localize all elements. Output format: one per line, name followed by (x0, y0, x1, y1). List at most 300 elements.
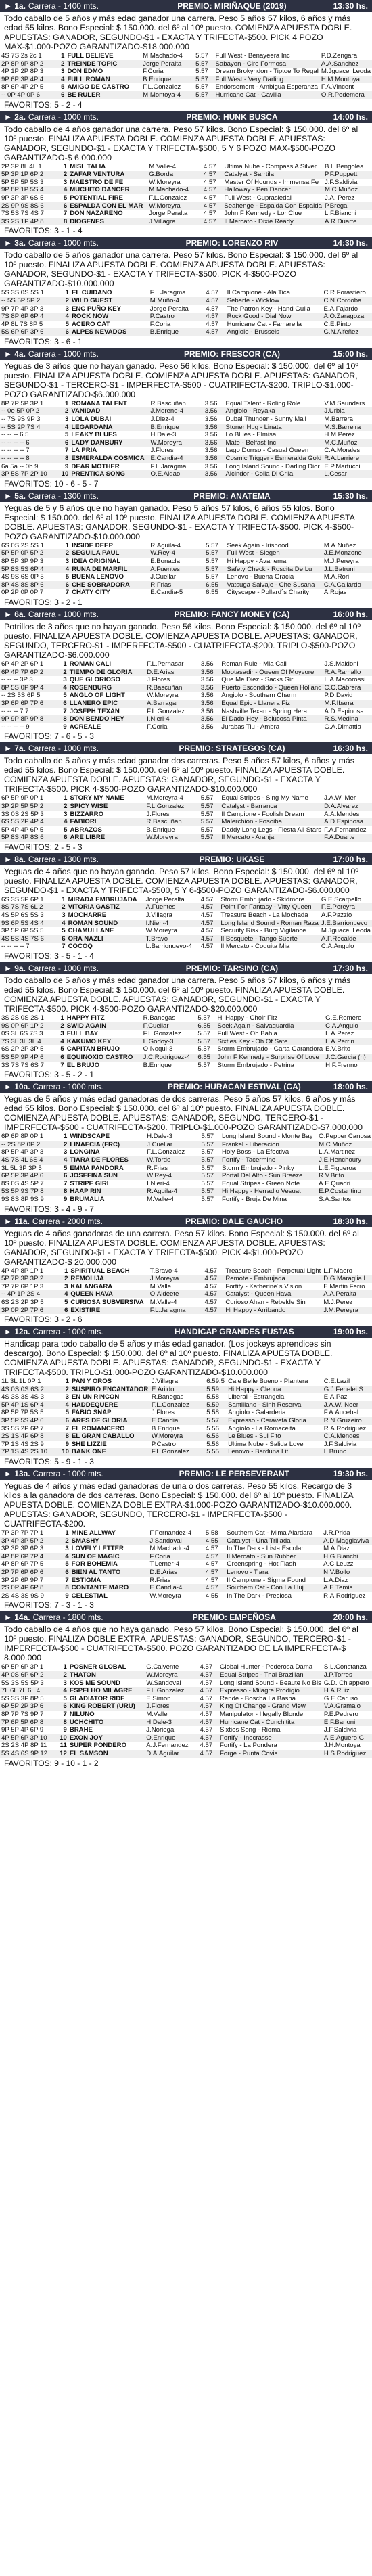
horse-name: SUPER PONDERO (69, 1742, 127, 1750)
jockey-name: O.Enrique (146, 1734, 176, 1742)
horse-name: ABRAZOS (70, 826, 102, 834)
weight: 4.57 (200, 1726, 213, 1734)
race-premio: PREMIO: FANCY MONEY (CA) (174, 609, 290, 619)
race-conditions: Todo caballo de 5 años y más edad ganador una carrera. Peso 5 años 57 kilos, 6 años y más edad 55 kilos. Bono Especial: $ 150.000. del 6º al 10º puesto. COMIENZA APUESTA DOBLE. APUESTAS: GANADOR, SEGUNDO-$1 - EXACTA Y TRIFECTA-$500. PICK 4 POZO MAX-$1.000-POZO GARANTIZADO-$18.000.000 (4, 14, 352, 51)
trainer-name: B.L.Bengolea (324, 162, 364, 171)
saddle-number: 8 (64, 455, 69, 463)
weight: 4.57 (203, 217, 216, 225)
weight: 3.56 (204, 399, 218, 407)
horse-name: CURIOSA SUBVERSIVA (70, 1298, 144, 1306)
favorites: FAVORITOS: 5 - 2 - 4 (4, 99, 83, 110)
trainer-name: A.E.Quadri (319, 1179, 351, 1188)
table-row (0, 91, 372, 99)
past-results: 2S 0P 4P 6P 8 (1, 1584, 44, 1592)
past-results: 4S 7S 4L 6S 4 (1, 1156, 43, 1164)
pedigree: Malerchion - Fosoiba (221, 818, 282, 826)
saddle-number: 7 (63, 1710, 67, 1718)
race-distance: Carrera - 1400 mts. (28, 1, 99, 11)
past-results: 6P 5P 6P 3P 1 (1, 1663, 44, 1671)
pedigree: Cityscape - Pollard´s Charity (227, 589, 310, 597)
jockey-name: F.L.Gonzalez (146, 1687, 185, 1695)
pedigree: Vatsuga Salvaje - Che Susana (227, 581, 315, 589)
past-results: 9S 8S 8P 9S 9 (1, 1195, 44, 1203)
jockey-name: F.Coria (149, 1552, 170, 1560)
saddle-number: 6 (64, 1306, 68, 1314)
race-distance: Carrera - 1300 mts. (28, 854, 99, 864)
table-row (0, 1441, 372, 1449)
pedigree: Nashville Texan - Spring Hera (221, 707, 308, 715)
horse-name: DIOGENES (70, 217, 104, 225)
pedigree: Il Mercato - Aranja (221, 834, 275, 842)
race-distance: Carrera - 1000 mts. (32, 1082, 103, 1092)
saddle-number: 6 (65, 328, 69, 336)
pedigree: Que Me Diez - Sacks Girl (221, 676, 295, 684)
horse-name: LA PRIA (71, 447, 97, 455)
jockey-name: J.Moreno-4 (150, 407, 184, 415)
saddle-number: 2 (65, 1537, 69, 1545)
saddle-number: 6 (63, 699, 67, 707)
table-row (0, 1030, 372, 1038)
horse-name: POSNER GLOBAL (69, 1663, 126, 1671)
saddle-number: 6 (63, 202, 68, 210)
race-11 (0, 1215, 372, 1326)
saddle-number: 1 (65, 289, 69, 297)
past-results: 8P 7P 5P 3P 1 (1, 399, 44, 407)
race-time: 20:00 hs. (333, 1612, 368, 1623)
weight: 4.57 (203, 162, 216, 171)
jockey-name: R.Frias (150, 581, 172, 589)
pedigree: Sabayon - Cire Formosa (215, 60, 287, 68)
weight: 4.57 (205, 1560, 218, 1568)
table-row (0, 1307, 372, 1315)
table-row (0, 1568, 372, 1577)
jockey-name: M.Valle-4 (149, 162, 177, 171)
jockey-name: J.Sandoval (149, 1537, 182, 1545)
saddle-number: 8 (63, 715, 67, 723)
saddle-number: 4 (60, 1037, 64, 1045)
weight: 4.57 (200, 1694, 213, 1702)
past-results: 6a 5a -- 0b 9 (1, 462, 39, 470)
past-results: -- 5S 5P 5P 2 (1, 296, 41, 304)
trainer-name: G.N.Alfeñez (323, 328, 359, 336)
past-results: 7P 3P 7P 7P 1 (1, 1529, 44, 1537)
pedigree: Security Risk - Burg Vigilance (220, 927, 306, 935)
weight: 5.57 (201, 1172, 214, 1180)
race-distance: Carrera - 1000 mts. (28, 238, 99, 248)
trainer-name: J.A. Perez (324, 194, 355, 202)
saddle-number: 1 (62, 895, 66, 903)
pedigree: Lenovo - Barduna Lit (228, 1448, 289, 1456)
table-row (0, 1283, 372, 1291)
saddle-number: 5 (64, 1164, 68, 1172)
table-row (0, 1529, 372, 1537)
saddle-number: 4 (61, 75, 65, 83)
jockey-name: F.L.Jaragma (150, 462, 187, 470)
jockey-name: F.Coria (143, 68, 164, 76)
pedigree: Angiolo - Southern Charm (221, 692, 297, 700)
pedigree: Expresso - Milagre Prodigio (220, 1687, 300, 1695)
weight: 5.58 (205, 1529, 218, 1537)
entries-table (0, 52, 372, 99)
past-results: -- -- -- 7 7 (1, 707, 29, 715)
table-row (0, 210, 372, 218)
triangle-right-icon: ► (4, 609, 15, 619)
weight: 4.57 (203, 186, 216, 194)
pedigree: Dubai Thunder - Sunny Mail (225, 415, 306, 424)
table-row (0, 1156, 372, 1165)
horse-name: MINE ALLWAY (71, 1529, 116, 1537)
trainer-name: J.L.Batruni (323, 565, 355, 573)
jockey-name: J.Noriega (146, 1726, 175, 1734)
weight: 4.57 (205, 1545, 218, 1553)
saddle-number: 1 (65, 541, 70, 549)
favorites: FAVORITOS: 3 - 2 - 1 (4, 597, 83, 607)
triangle-right-icon: ► (4, 1082, 15, 1092)
jockey-name: R.Bascuñan (150, 399, 186, 407)
saddle-number: 6 (62, 934, 66, 943)
horse-name: ARES DE GLORIA (71, 1417, 128, 1425)
table-row (0, 1165, 372, 1173)
past-results: -- 5S 2P 7S 4 (1, 423, 41, 431)
horse-name: EXON JOY (69, 1734, 103, 1742)
table-row (0, 1062, 372, 1070)
trainer-name: J.A.W. Neer (323, 1401, 358, 1409)
pedigree: Expresso - Ceraveta Gloria (228, 1417, 306, 1425)
past-results: 7P 1S 4S 2S 9 (1, 1440, 44, 1448)
saddle-number: 9 (65, 1440, 69, 1448)
jockey-name: D.E.Arias (147, 668, 175, 676)
race-number: 13a. (14, 1469, 30, 1479)
saddle-number: 7 (64, 1179, 68, 1188)
pedigree: Hi Happy - Avanema (227, 558, 287, 565)
pedigree: Il Campione - Ala Tica (227, 289, 290, 297)
entries-table (0, 1267, 372, 1315)
triangle-right-icon: ► (4, 744, 15, 754)
favorites: FAVORITOS: 3 - 6 - 1 (4, 336, 83, 346)
pedigree: Halloway - Pen Dancer (224, 186, 291, 194)
trainer-name: N.V.Bollo (323, 1568, 350, 1576)
pedigree: Fortify - Katherine´s Vision (225, 1282, 302, 1290)
past-results: 5P 4P 4P 6P 5 (1, 826, 44, 834)
saddle-number: 1 (65, 1378, 69, 1386)
entries-table (0, 1529, 372, 1600)
pedigree: John F Kennedy - Surprise Of Love (217, 1054, 319, 1061)
race-6 (0, 608, 372, 742)
entries-table (0, 1663, 372, 1757)
horse-name: TREINDE TOPIC (67, 60, 118, 68)
pedigree: Catalyst - Una Trillada (227, 1537, 291, 1545)
jockey-name: Jorge Peralta (143, 60, 182, 68)
saddle-number: 2 (63, 1671, 67, 1679)
trainer-name: M.A.Rori (323, 573, 350, 581)
saddle-number: 7 (65, 1424, 69, 1432)
jockey-name: M.Valle (149, 1282, 171, 1290)
past-results: 5S 6P 6P 3P 6 (1, 328, 44, 336)
jockey-name: D.A.Aguilar (146, 1749, 179, 1757)
table-row (0, 1663, 372, 1671)
race-number: 10a. (14, 1082, 30, 1092)
jockey-name: H.Dale-3 (150, 431, 177, 439)
entries-table (0, 542, 372, 597)
jockey-name: W.Tordo (147, 1156, 171, 1164)
pedigree: Fortify - Bruja De Mina (222, 1195, 287, 1203)
race-conditions: Todo caballo de 5 años y más edad ganador dos carreras. Peso 5 años 57 kilos, 6 años y más edad 55 kilos. Bono Especial: $ 150.000. del 6º al 10º puesto. FINALIZA APUESTA DOBLE. COMIENZA APUESTA DOBLE. APUESTAS: GANADOR, SEGUNDO-$1 - EXACTA Y TRIFECTA-$500. PICK 4-$500-POZO GARANTIZADO-$10.000.000 (4, 756, 354, 794)
weight: 4.57 (200, 903, 214, 911)
pedigree: Equal Stripes - Sing My Name (221, 794, 308, 803)
saddle-number: 9 (65, 1591, 69, 1600)
horse-name: LOVELY LETTER (71, 1545, 124, 1553)
horse-name: ENC PUÑO KEY (71, 304, 122, 313)
pedigree: In The Dark - Lista Escolar (227, 1545, 304, 1553)
jockey-name: F.L.Gonzalez (151, 1448, 189, 1456)
past-results: 6P 6P 8P 0P 1 (1, 1133, 44, 1141)
weight: 4.57 (204, 1267, 218, 1275)
pedigree: Greenspring - Hot Flash (227, 1560, 296, 1568)
past-results: 6P 5P 2P 3P 6 (1, 1702, 44, 1711)
pedigree: Holy Boss - La Efectiva (222, 1148, 289, 1156)
pedigree: Storm Embrujado - Skidmore (220, 895, 305, 903)
past-results: 3P 4P 3P 5P 2 (1, 1537, 44, 1545)
horse-name: PAN Y OROS (71, 1378, 112, 1386)
weight: 4.57 (206, 296, 218, 304)
race-header (0, 608, 372, 620)
past-results: 3L 5L 3P 3P 5 (1, 1164, 42, 1172)
jockey-name: J.Diez-4 (150, 415, 175, 424)
weight: 5.57 (197, 1030, 211, 1038)
race-header (0, 962, 372, 974)
past-results: 5P 5P 0P 5P 2 (1, 549, 44, 558)
horse-name: EMMA PANDORA (70, 1164, 124, 1172)
trainer-name: L.Bruno (323, 1448, 347, 1456)
race-premio: PREMIO: LORENZO RIV (185, 238, 279, 248)
jockey-name: E.Bonacla (150, 558, 180, 565)
saddle-number: 3 (60, 1030, 64, 1038)
past-results: 3P 2P 6P 9P 7 (1, 1576, 44, 1584)
trainer-name: C.E.Pinto (323, 320, 351, 328)
trainer-name: A.E.Temis (323, 1584, 353, 1592)
trainer-name: E.P.Martucci (324, 462, 361, 470)
pedigree: Equal Stripes - Green Note (222, 1179, 300, 1188)
saddle-number: 2 (65, 1385, 69, 1393)
trainer-name: J.C.Garcia (h) (325, 1054, 366, 1061)
past-results: 2S 4S 3S 9S 9 (1, 1591, 44, 1600)
horse-name: CHAMULLANE (68, 927, 114, 935)
trainer-name: L.A.Perez (325, 1030, 354, 1038)
horse-name: ROSENBURG (69, 683, 112, 692)
saddle-number: 6 (64, 438, 69, 447)
table-row (0, 1401, 372, 1409)
entries-table (0, 794, 372, 842)
past-results: -- 0e 5P 0P 2 (1, 407, 40, 415)
weight: 4.57 (203, 202, 216, 210)
weight: 3.56 (200, 715, 214, 723)
saddle-number: 5 (65, 1409, 69, 1417)
saddle-number: 7 (65, 589, 70, 597)
pedigree: Seek Again - Salvaguardia (217, 1022, 294, 1030)
horse-name: CHE SOBRADORA (72, 581, 130, 589)
past-results: 3S 0S 2S 5P 3 (1, 810, 44, 818)
table-row (0, 549, 372, 558)
trainer-name: C.A.Mendes (323, 1432, 360, 1441)
past-results: 4S 5P 6S 5S 3 (1, 911, 44, 920)
pedigree: Roman Rule - Mia Cali (221, 660, 287, 668)
race-time: 18:30 hs. (333, 1216, 368, 1226)
race-distance: Carrera - 1000 mts. (28, 609, 99, 619)
horse-name: POTENTIAL FIRE (70, 194, 123, 202)
saddle-number: 3 (65, 1545, 69, 1553)
horse-name: SEGUILA PAUL (72, 549, 120, 558)
saddle-number: 8 (63, 217, 68, 225)
pedigree: Remote - Embrujada (225, 1275, 285, 1283)
table-row (0, 439, 372, 447)
trainer-name: P.D.David (324, 692, 353, 700)
trainer-name: H.F.Frenno (325, 1061, 358, 1069)
saddle-number: 1 (64, 1133, 68, 1141)
table-row (0, 943, 372, 951)
trainer-name: J.H.Montoya (323, 1742, 361, 1750)
past-results: 6P 5P 9P 0P 1 (1, 794, 44, 803)
past-results: 8P 4S 8S 8P 6 (1, 581, 44, 589)
trainer-name: H.S.Rodriguez (323, 1749, 367, 1757)
saddle-number: 12 (60, 1749, 67, 1757)
pedigree: Long Island Sound - Darling Dior (225, 462, 320, 470)
past-results: 9P 8P 1P 5S 4 (1, 186, 44, 194)
jockey-name: I.Nieri-4 (147, 1179, 170, 1188)
saddle-number: 2 (65, 549, 70, 558)
horse-name: ALPES NEVADOS (71, 328, 127, 336)
saddle-number: 4 (63, 1687, 67, 1695)
past-results: 8P 5P 7P 5S 5 (1, 1409, 44, 1417)
table-row (0, 463, 372, 471)
entries-table (0, 289, 372, 336)
table-row (0, 684, 372, 692)
jockey-name: J.Flores (146, 1702, 170, 1711)
trainer-name: A.R.Duarte (324, 217, 357, 225)
table-row (0, 1022, 372, 1031)
race-distance: Carrera - 1000 mts. (28, 112, 99, 122)
trainer-name: J.Urbia (324, 407, 345, 415)
horse-name: FULL BAY (66, 1030, 99, 1038)
jockey-name: J.Flores (150, 447, 174, 455)
pedigree: Global Hunter - Poderosa Dama (220, 1663, 313, 1671)
horse-name: WILD GUEST (71, 296, 113, 304)
table-row (0, 1386, 372, 1394)
table-row (0, 1671, 372, 1679)
jockey-name: M.Machado-4 (149, 1545, 189, 1553)
saddle-number: 4 (65, 1401, 69, 1409)
saddle-number: 1 (64, 794, 68, 803)
race-number: 9a. (14, 964, 26, 974)
table-row (0, 68, 372, 76)
race-time: 18:00 hs. (333, 1082, 368, 1092)
pedigree: Mate - Belfast Inc (225, 438, 277, 447)
jockey-name: J.Cuellar (150, 573, 177, 581)
horse-name: LONGINA (70, 1148, 100, 1156)
trainer-name: C.E.Lazil (323, 1378, 350, 1386)
saddle-number: 6 (65, 581, 70, 589)
weight: 4.57 (205, 1576, 218, 1584)
saddle-number: 7 (62, 943, 66, 951)
race-number: 3a. (14, 238, 26, 248)
saddle-number: 2 (64, 407, 69, 415)
pedigree: Equal Epic - Llanera Fiz (221, 699, 291, 707)
favorites: FAVORITOS: 3 - 1 - 4 (4, 226, 83, 236)
saddle-number: 5 (64, 431, 69, 439)
saddle-number: 2 (62, 903, 66, 911)
pedigree: Frankel - Liberacion (222, 1140, 279, 1148)
race-header (0, 1081, 372, 1093)
table-row (0, 1702, 372, 1711)
jockey-name: W.Moreyra (149, 1591, 181, 1600)
weight: 6.55 (206, 581, 218, 589)
race-number: 1a. (14, 1, 26, 11)
weight: 6.55 (197, 1022, 211, 1030)
race-14 (0, 1611, 372, 1769)
trainer-name: J.A.W. Mer (324, 794, 356, 803)
horse-name: EL BRUJO (66, 1061, 100, 1069)
weight: 4.57 (204, 1298, 218, 1306)
weight: 3.56 (204, 431, 218, 439)
race-header (0, 1611, 372, 1623)
table-row (0, 431, 372, 439)
race-premio: PREMIO: HUNK BUSCA (186, 112, 278, 122)
trainer-name: M.A.Diaz (323, 1545, 350, 1553)
race-time: 14:30 hs. (333, 238, 368, 248)
table-row (0, 218, 372, 226)
saddle-number: 9 (63, 723, 67, 731)
saddle-number: 1 (65, 1529, 69, 1537)
saddle-number: 3 (63, 676, 67, 684)
triangle-right-icon: ► (4, 238, 15, 248)
weight: 4.57 (200, 1749, 213, 1757)
jockey-name: B.Enrique (146, 826, 175, 834)
pedigree: Angiolo - Brussels (227, 328, 279, 336)
weight: 4.57 (200, 1702, 213, 1711)
horse-name: AMIGO DE CASTRO (67, 83, 130, 91)
horse-name: FULL BELIEVE (67, 52, 114, 60)
favorites: FAVORITOS: 9 - 10 - 1 - 2 (4, 1758, 99, 1768)
trainer-name: R.V.Brito (319, 1172, 344, 1180)
pedigree: Jurabas Tiu - Ambra (221, 723, 280, 731)
jockey-name: B.Enrique (143, 75, 172, 83)
pedigree: Hi Happy - Arribando (225, 1306, 286, 1314)
saddle-number: 6 (63, 1702, 67, 1711)
past-results: 7L 6L 7L 6L 4 (1, 1687, 41, 1695)
saddle-number: 2 (61, 60, 65, 68)
weight: 3.56 (200, 683, 214, 692)
trainer-name: J.P.Torres (323, 1671, 352, 1679)
past-results: -- 0P 4P 0P 6 (1, 91, 41, 99)
trainer-name: J.F.Saldivia (323, 1726, 357, 1734)
pedigree: Full West - Very Darling (215, 75, 284, 83)
jockey-name: F.Coria (149, 320, 171, 328)
pedigree: Angiolo - Reyaka (225, 407, 275, 415)
saddle-number: 8 (64, 1188, 68, 1196)
saddle-number: 1 (64, 399, 69, 407)
past-results: 8S 7S 7S 6L 2 (1, 903, 43, 911)
pedigree: Forge - Punta Covis (220, 1749, 278, 1757)
past-results: 3P 3P 3P 6P 3 (1, 1545, 44, 1553)
jockey-name: I.Nieri-4 (147, 715, 170, 723)
table-row (0, 723, 372, 731)
weight: 5.59 (206, 1385, 219, 1393)
past-results: 6S 3S 5P 6P 1 (1, 895, 44, 903)
trainer-name: A.F.Pazzio (321, 911, 352, 920)
pedigree: Southern Cat - Con La Lluj (227, 1584, 304, 1592)
race-10 (0, 1081, 372, 1215)
saddle-number: 7 (63, 707, 67, 715)
trainer-name: O.Pepper Canosa (319, 1133, 371, 1141)
